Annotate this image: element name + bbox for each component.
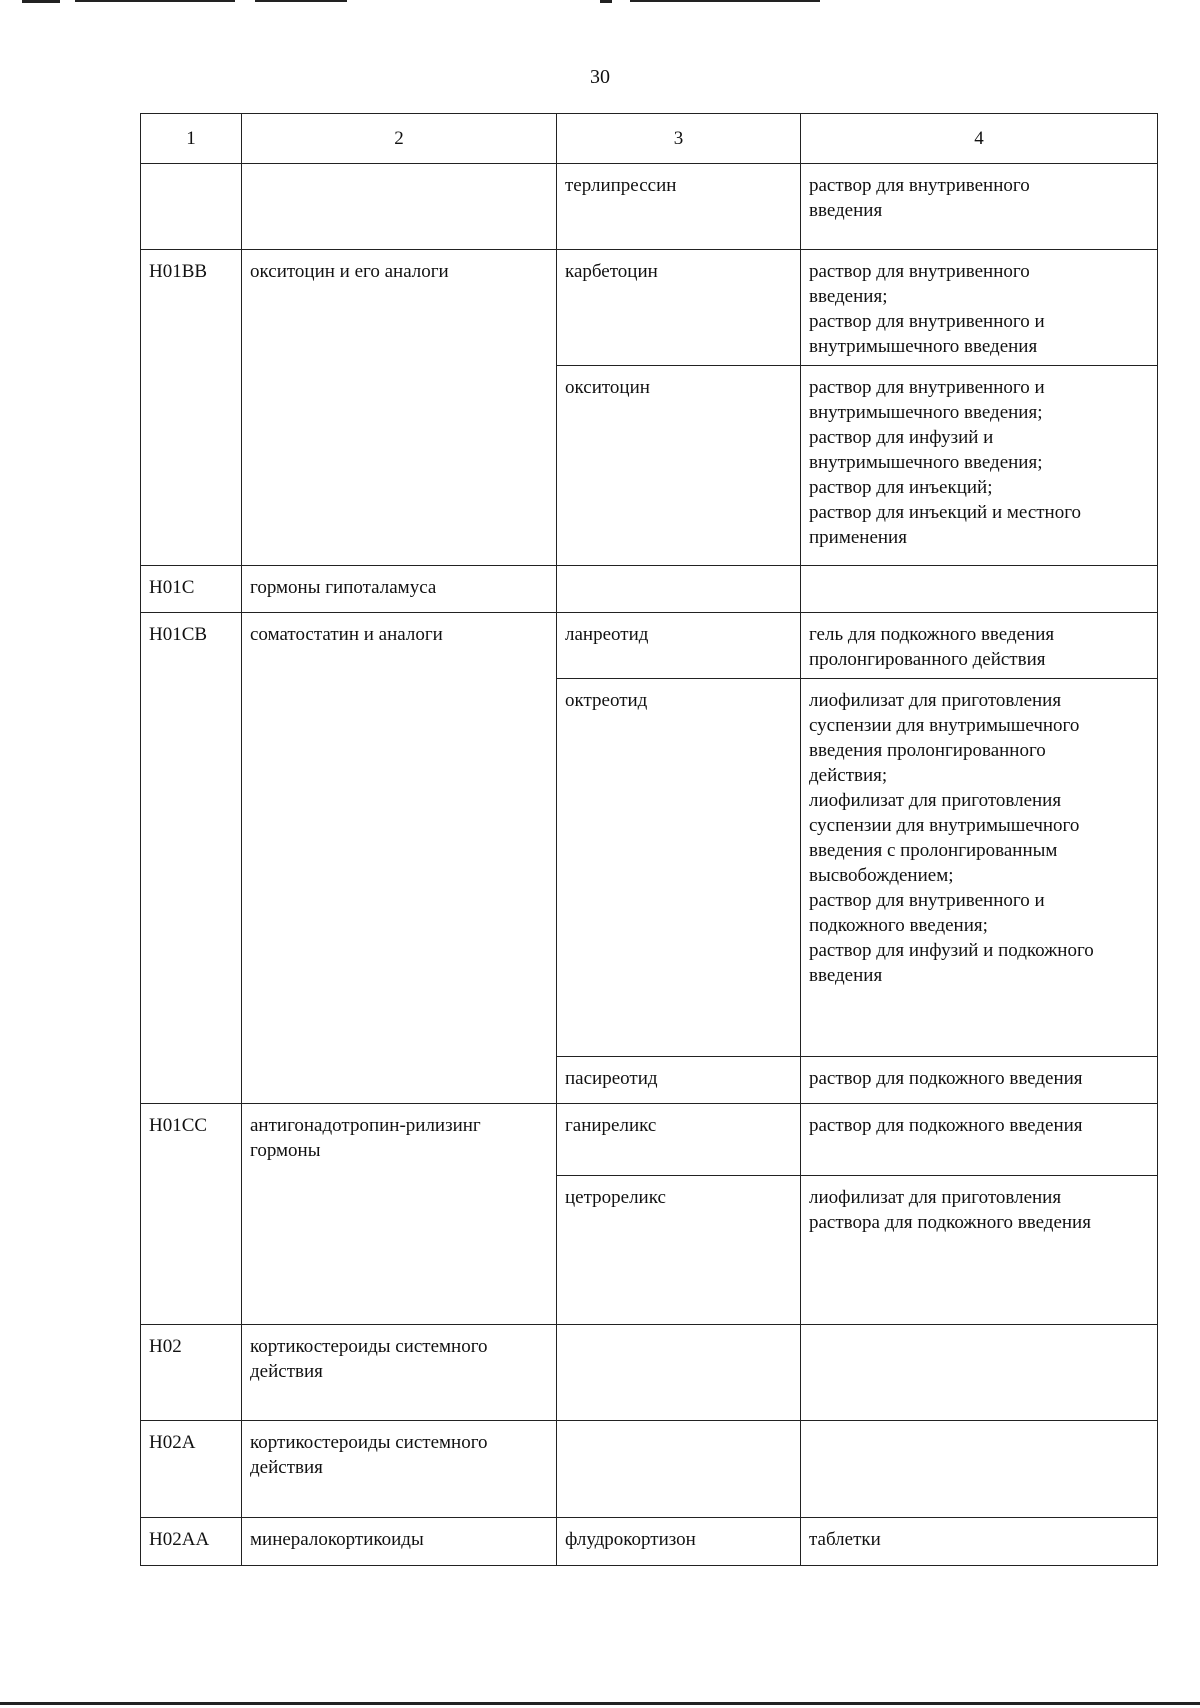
group-cell: кортикостероиды системного действия [242, 1421, 557, 1518]
drug-cell: флудрокортизон [557, 1518, 801, 1566]
table-row [141, 613, 1158, 679]
drug-cell: карбетоцин [557, 250, 801, 366]
header-cell: 3 [557, 114, 801, 164]
drug-cell [557, 1421, 801, 1518]
scan-edge-mark [255, 0, 347, 2]
form-cell: лиофилизат для приготовления раствора для подкожного введения [801, 1176, 1158, 1325]
header-cell: 4 [801, 114, 1158, 164]
scan-edge-mark [75, 0, 235, 2]
group-cell: кортикостероиды системного действия [242, 1325, 557, 1421]
group-cell: гормоны гипоталамуса [242, 566, 557, 613]
group-cell: соматостатин и аналоги [242, 613, 557, 1104]
drug-cell: цетрореликс [557, 1176, 801, 1325]
code-cell: H01C [141, 566, 242, 613]
form-cell: раствор для подкожного введения [801, 1104, 1158, 1176]
drug-cell: окситоцин [557, 366, 801, 566]
code-cell: H01CC [141, 1104, 242, 1325]
drug-cell: октреотид [557, 679, 801, 1057]
form-cell: раствор для внутривенного введения [801, 164, 1158, 250]
form-cell [801, 566, 1158, 613]
header-cell: 1 [141, 114, 242, 164]
table-row [141, 1325, 1158, 1421]
drug-cell: пасиреотид [557, 1057, 801, 1104]
drug-cell: терлипрессин [557, 164, 801, 250]
form-cell [801, 1325, 1158, 1421]
code-cell: H02AA [141, 1518, 242, 1566]
header-cell: 2 [242, 114, 557, 164]
medication-table [140, 113, 1158, 1566]
scan-edge-mark [22, 0, 60, 3]
form-cell: раствор для внутривенного и внутримышечного введения; раствор для инфузий и внутримышечного введения; раствор для инъекций; раствор для инъекций и местного применения [801, 366, 1158, 566]
code-cell: H01BB [141, 250, 242, 566]
drug-cell: ганиреликс [557, 1104, 801, 1176]
form-cell: лиофилизат для приготовления суспензии для внутримышечного введения пролонгированного действия; лиофилизат для приготовления суспензии для внутримышечного введения с пролонгированным высвобождением; раствор для внутривенного и подкожного введения; раствор для инфузий и подкожного введения [801, 679, 1158, 1057]
table-header-row [141, 114, 1158, 164]
form-cell: раствор для подкожного введения [801, 1057, 1158, 1104]
group-cell: минералокортикоиды [242, 1518, 557, 1566]
scan-bottom-edge [0, 1702, 1200, 1705]
table-row [141, 1104, 1158, 1176]
page-number: 30 [590, 66, 610, 88]
group-cell: окситоцин и его аналоги [242, 250, 557, 566]
code-cell: H02A [141, 1421, 242, 1518]
drug-cell: ланреотид [557, 613, 801, 679]
group-cell [242, 164, 557, 250]
form-cell: таблетки [801, 1518, 1158, 1566]
scan-edge-mark [600, 0, 612, 3]
table-row [141, 1421, 1158, 1518]
table-row [141, 1518, 1158, 1566]
table-row [141, 250, 1158, 366]
drug-cell [557, 1325, 801, 1421]
table-row [141, 566, 1158, 613]
table-row [141, 164, 1158, 250]
code-cell: H02 [141, 1325, 242, 1421]
drug-cell [557, 566, 801, 613]
scan-edge-mark [630, 0, 820, 2]
form-cell [801, 1421, 1158, 1518]
code-cell [141, 164, 242, 250]
code-cell: H01CB [141, 613, 242, 1104]
form-cell: гель для подкожного введения пролонгированного действия [801, 613, 1158, 679]
group-cell: антигонадотропин-рилизинг гормоны [242, 1104, 557, 1325]
form-cell: раствор для внутривенного введения; раствор для внутривенного и внутримышечного введения [801, 250, 1158, 366]
